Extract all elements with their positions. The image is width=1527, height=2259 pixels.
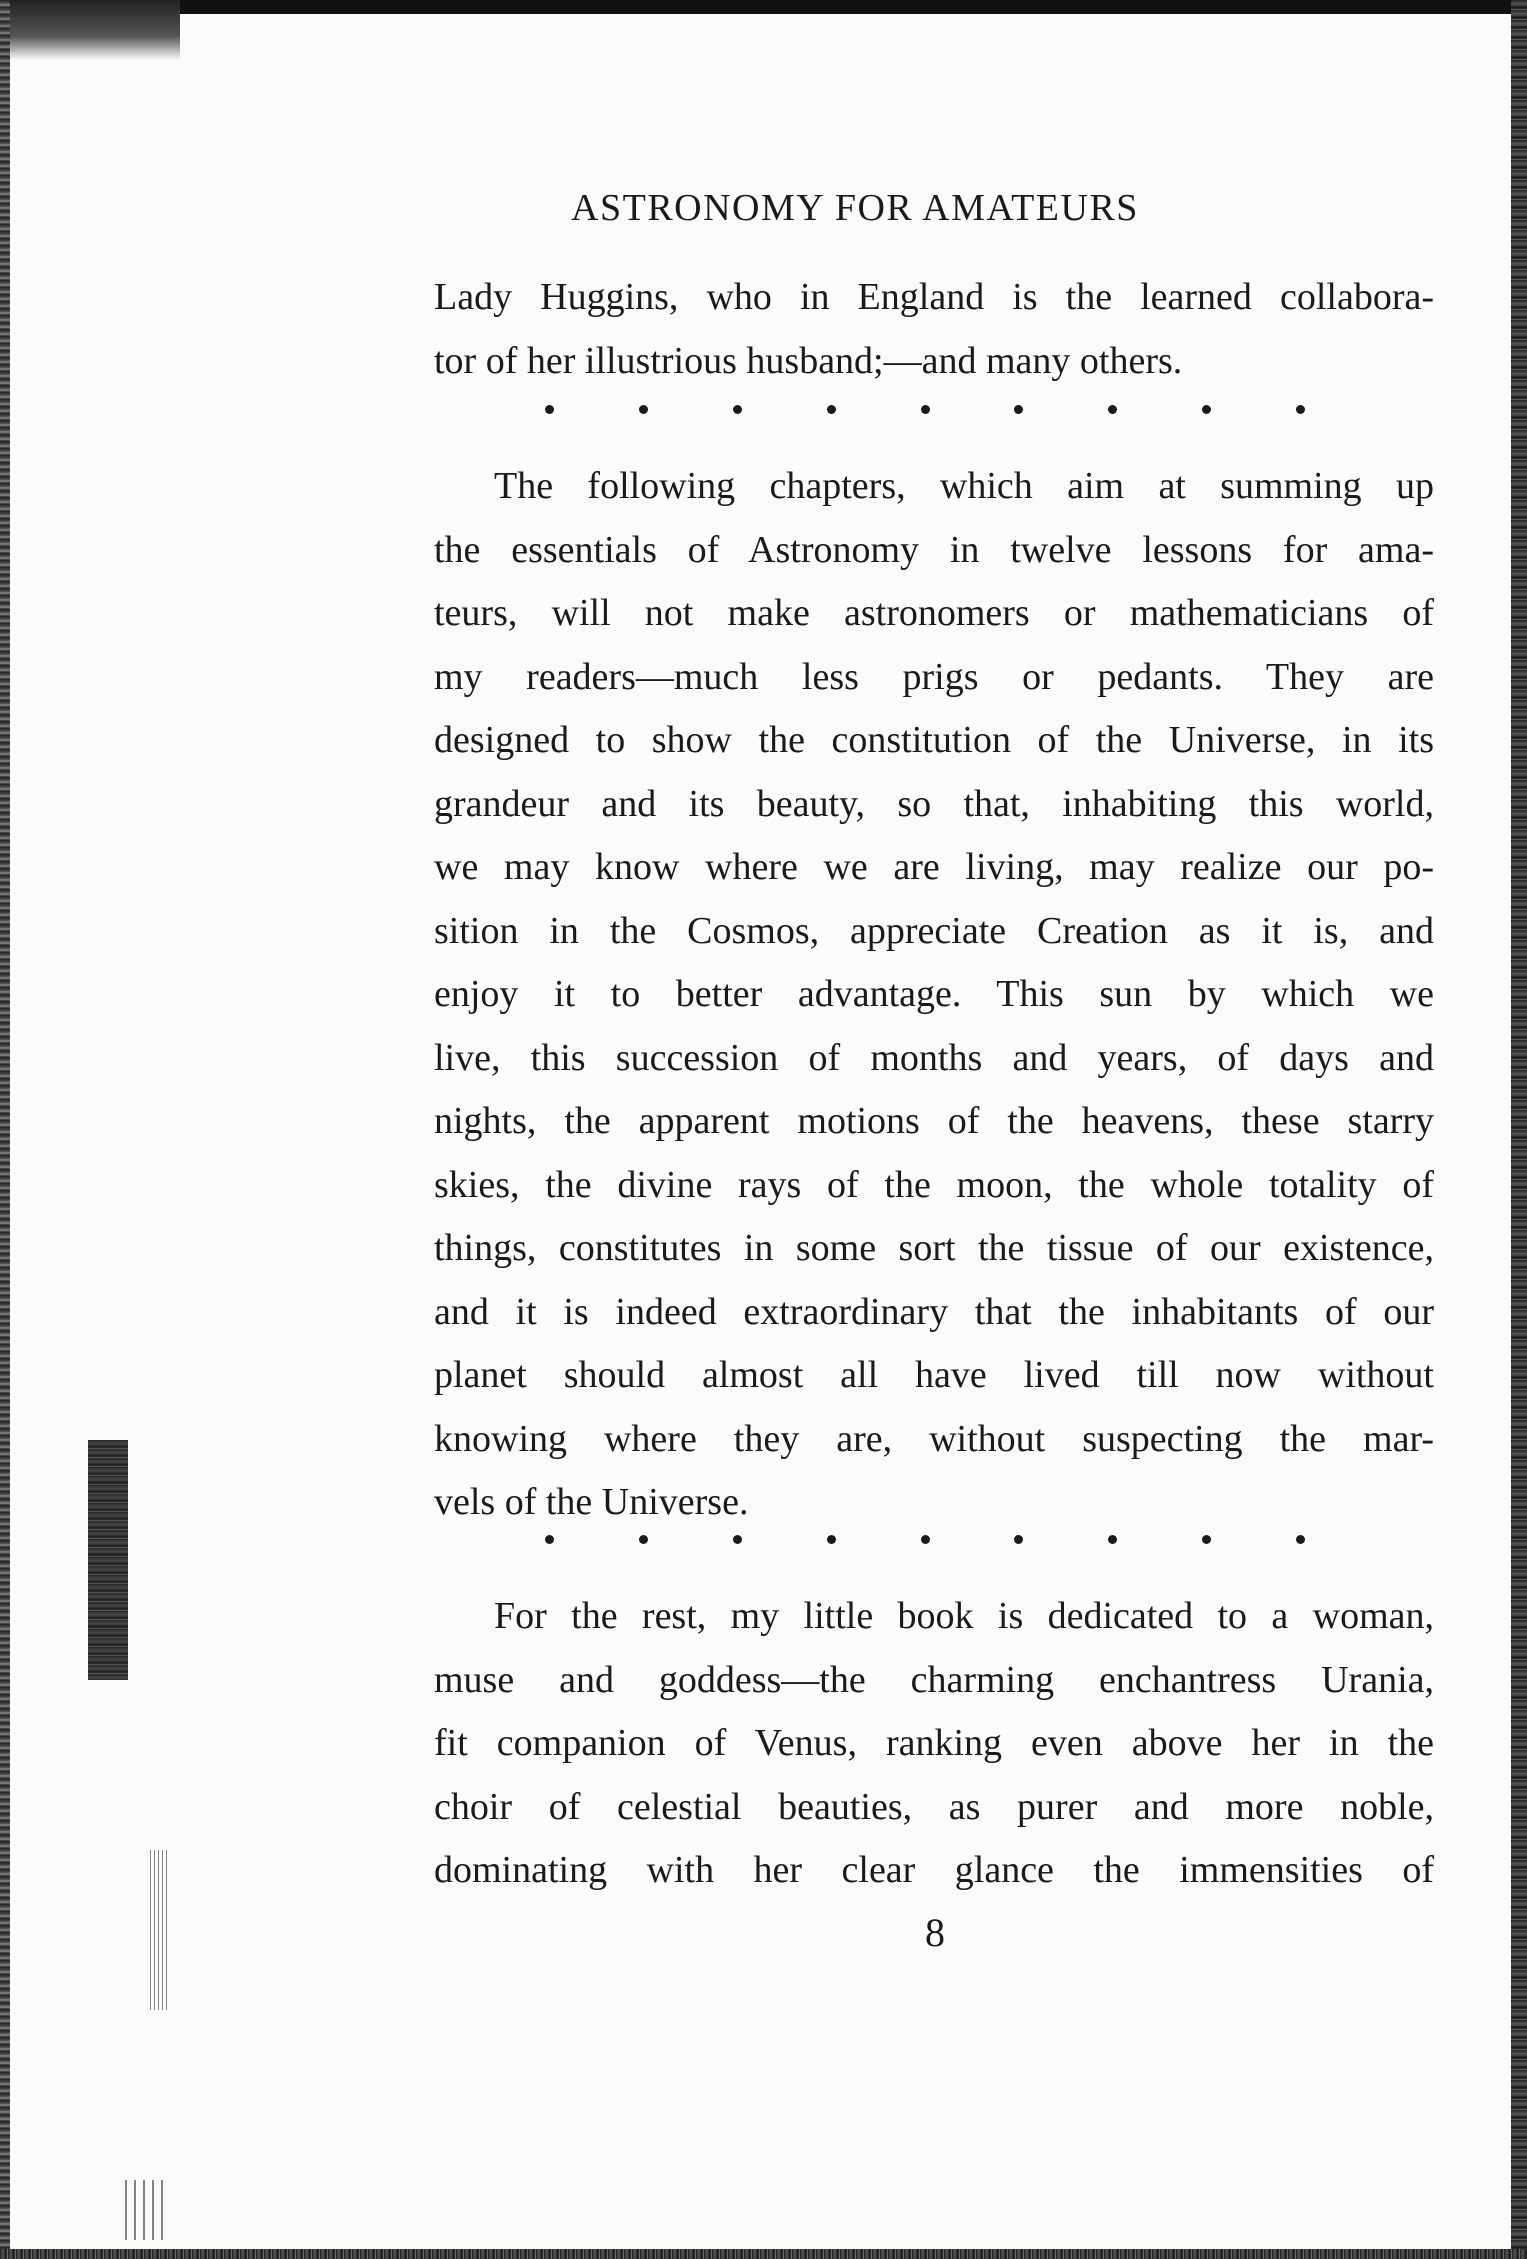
text-line: nights, the apparent motions of the heavens, these starry: [434, 1100, 1434, 1142]
text-line: grandeur and its beauty, so that, inhabiting this world,: [434, 782, 1434, 825]
paragraph-chapters: [434, 455, 1434, 1535]
text-line: For the rest, my little book is dedicated to a woman,: [494, 1595, 1434, 1637]
scan-edge-top: [0, 0, 1527, 14]
scan-edge-bottom: [0, 2249, 1527, 2259]
dot: [733, 405, 742, 414]
text-line: knowing where they are, without suspecting the mar-: [434, 1417, 1434, 1460]
text-line: muse and goddess—the charming enchantress Urania,: [434, 1658, 1434, 1701]
dot: [827, 1535, 836, 1544]
scan-edge-left: [0, 0, 10, 2259]
dot: [1296, 405, 1305, 414]
text-line: things, constitutes in some sort the tissue of our existence,: [434, 1227, 1434, 1269]
text-line: planet should almost all have lived till now without: [434, 1354, 1434, 1396]
dot: [1014, 405, 1023, 414]
dot: [1108, 1535, 1117, 1544]
text-line: Lady Huggins, who in England is the learned collabora-: [434, 276, 1434, 318]
scan-smudge: [125, 2180, 165, 2240]
section-break-dots: [545, 1535, 1305, 1544]
text-line: live, this succession of months and years, of days and: [434, 1036, 1434, 1079]
dot: [733, 1535, 742, 1544]
text-line: sition in the Cosmos, appreciate Creation as it is, and: [434, 909, 1434, 952]
dot: [827, 405, 836, 414]
running-head: ASTRONOMY FOR AMATEURS: [571, 187, 1139, 229]
dot: [545, 1535, 554, 1544]
page-number: 8: [925, 1910, 945, 1955]
text-line: and it is indeed extraordinary that the inhabitants of our: [434, 1290, 1434, 1333]
dot: [921, 1535, 930, 1544]
text-line: tor of her illustrious husband;—and many others.: [434, 339, 1183, 382]
text-line: The following chapters, which aim at summing up: [494, 465, 1434, 507]
dot: [639, 405, 648, 414]
text-line: my readers—much less prigs or pedants. They are: [434, 655, 1434, 698]
paragraph-dedication: [434, 1585, 1434, 1903]
dot: [1108, 405, 1117, 414]
text-line: choir of celestial beauties, as purer and more noble,: [434, 1785, 1434, 1828]
text-line: designed to show the constitution of the Universe, in its: [434, 719, 1434, 761]
dot: [545, 405, 554, 414]
scan-smudge: [150, 1850, 170, 2010]
paragraph-continued: [434, 266, 1434, 393]
text-line: skies, the divine rays of the moon, the whole totality of: [434, 1163, 1434, 1206]
text-line: fit companion of Venus, ranking even above her in the: [434, 1722, 1434, 1764]
dot: [921, 405, 930, 414]
text-line: teurs, will not make astronomers or mathematicians of: [434, 592, 1434, 634]
section-break-dots: [545, 405, 1305, 414]
text-line: enjoy it to better advantage. This sun by which we: [434, 973, 1434, 1015]
scan-smudge: [88, 1440, 128, 1680]
scan-corner-shadow: [0, 0, 180, 60]
dot: [1014, 1535, 1023, 1544]
text-line: we may know where we are living, may realize our po-: [434, 846, 1434, 888]
dot: [1202, 405, 1211, 414]
dot: [1296, 1535, 1305, 1544]
dot: [1202, 1535, 1211, 1544]
text-line: dominating with her clear glance the immensities of: [434, 1849, 1434, 1891]
dot: [639, 1535, 648, 1544]
text-line: vels of the Universe.: [434, 1481, 749, 1523]
text-line: the essentials of Astronomy in twelve lessons for ama-: [434, 528, 1434, 571]
scan-edge-right: [1511, 0, 1527, 2259]
